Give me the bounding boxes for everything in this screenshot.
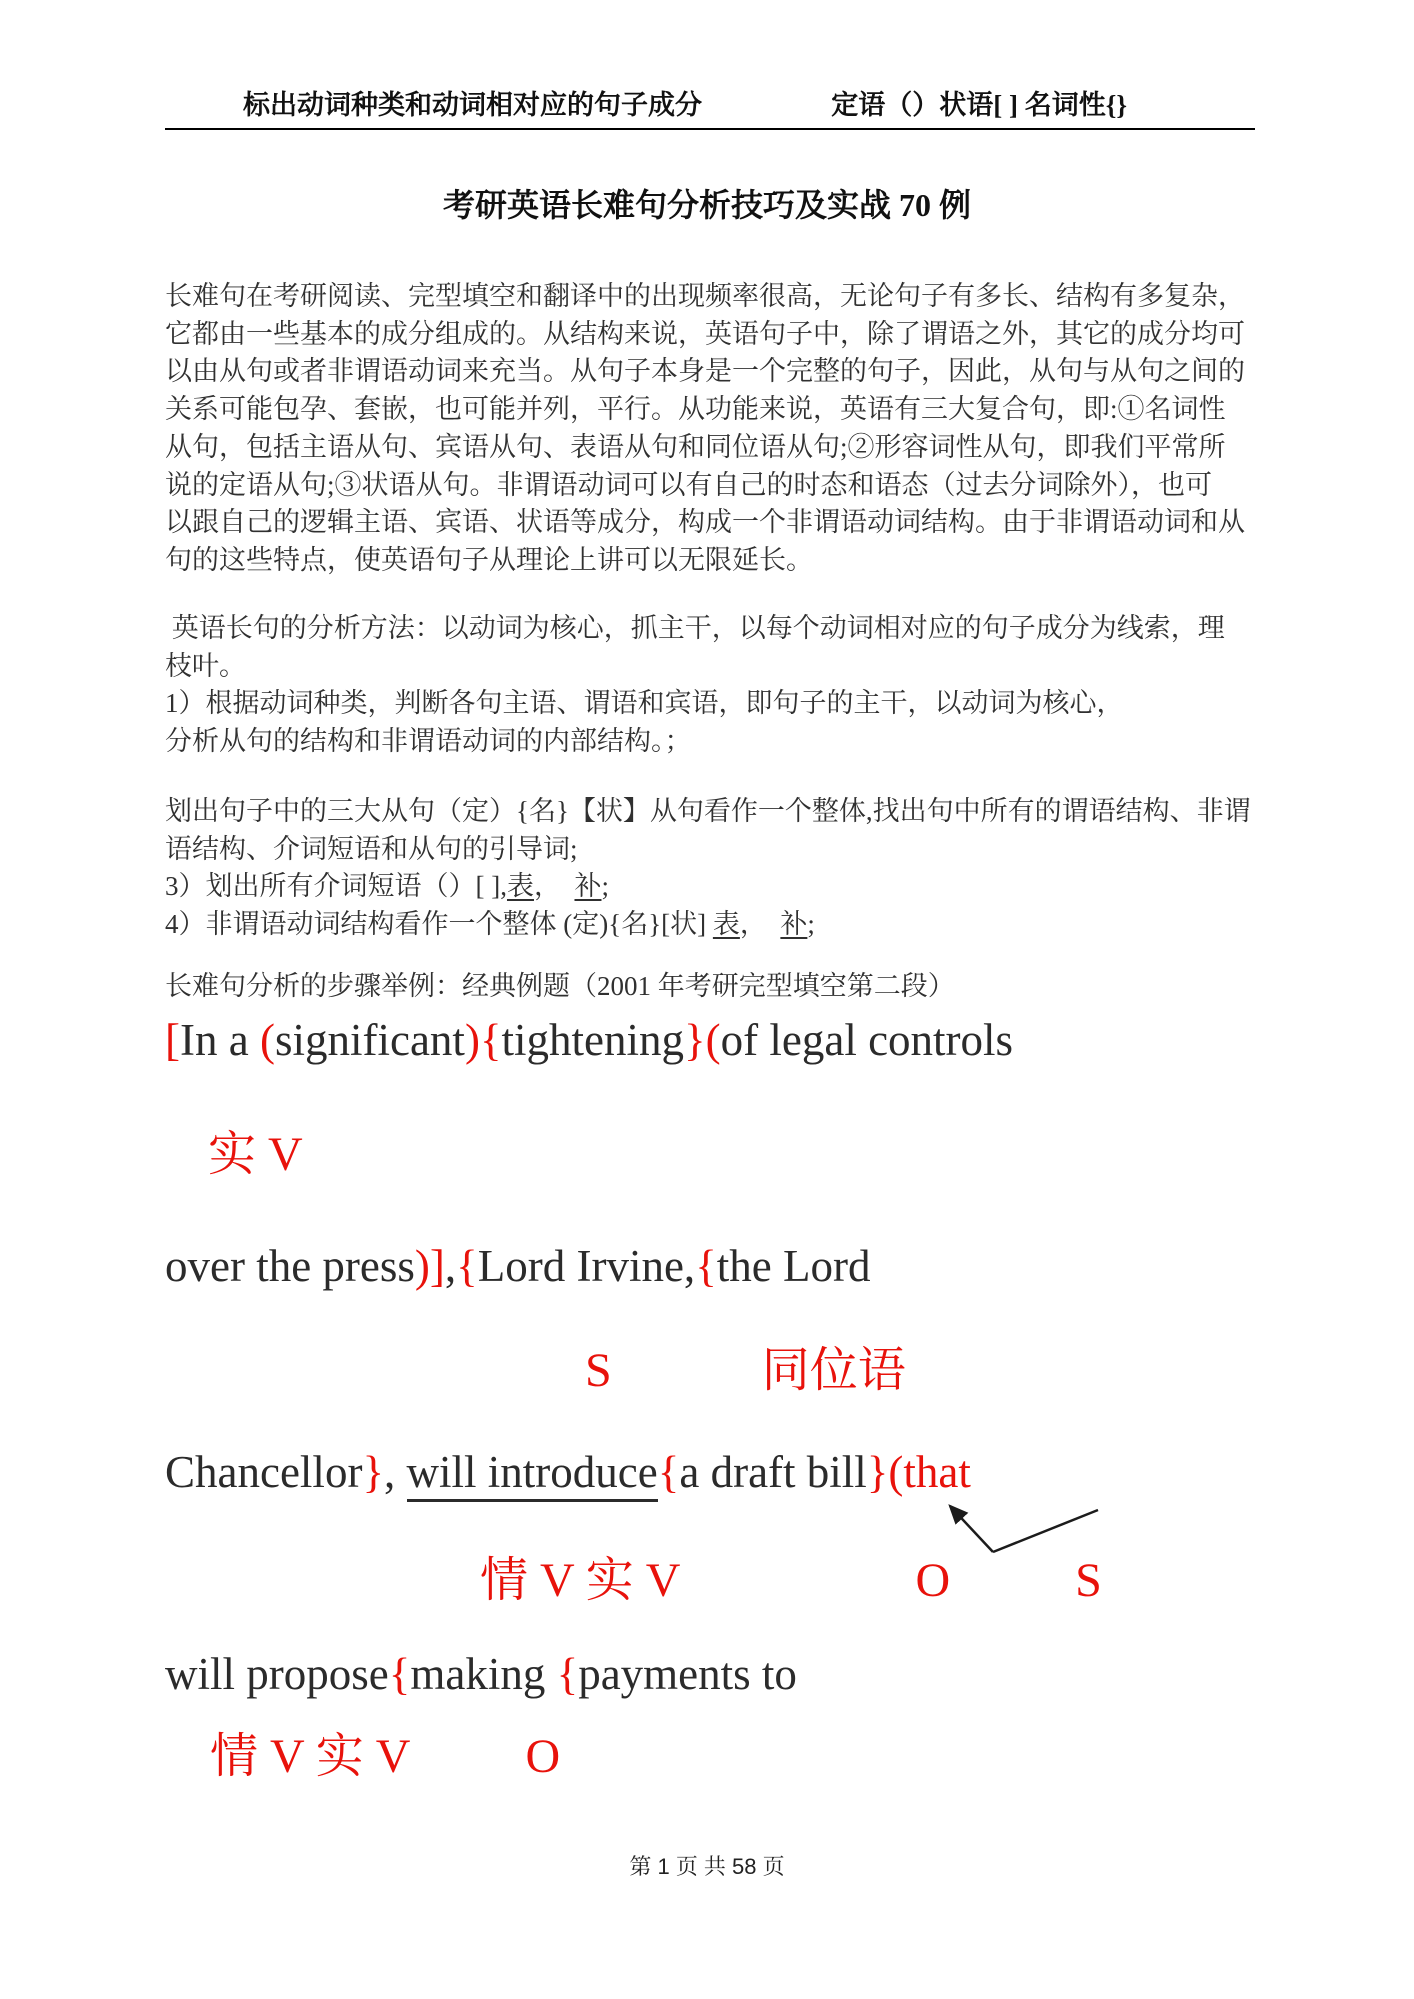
text-line [165,278,1259,316]
text-line [165,868,1259,906]
text-segment: S [585,1344,612,1397]
text-line [165,542,1259,580]
text-segment: a draft bill [679,1447,867,1497]
text-segment: ( [705,1015,721,1065]
text-segment: 关系可能包孕、套嵌，也可能并列，平行。从功能来说，英语有三大复合句，即:①名词性 [165,394,1226,425]
text-segment: 语结构、介词短语和从句的引导词; [165,833,578,864]
text-segment: 枝叶。 [165,650,246,681]
example-sentence-line-2 [165,1238,871,1294]
header-left-text: 标出动词种类和动词相对应的句子成分 [243,90,702,120]
header-rule [165,128,1255,130]
text-segment: 划出句子中的三大从句（定）{名}【状】从句看作一个整体,找出句中所有的谓语结构、非谓 [165,796,1251,826]
text-segment: 它都由一些基本的成分组成的。从结构来说，英语句子中，除了谓语之外，其它的成分均可 [165,318,1245,349]
text-segment: 以由从句或者非谓语动词来充当。从句子本身是一个完整的句子，因此，从句与从句之间的 [165,356,1245,387]
example-caption: 长难句分析的步骤举例：经典例题（2001 年考研完型填空第二段） [165,971,955,1001]
text-segment: over the press [165,1241,415,1291]
text-line [165,353,1259,391]
text-segment: (that [888,1447,971,1497]
text-segment: { [657,1447,680,1497]
text-segment: { [556,1649,579,1699]
text-segment: making [410,1649,557,1699]
text-segment: O [525,1730,561,1783]
text-segment: 情 V 实 V [210,1730,411,1783]
header-right-text: 定语（）状语[ ] 名词性{} [831,90,1127,120]
text-segment: the Lord [716,1241,871,1291]
text-segment: will introduce [407,1447,658,1502]
text-segment: ( [259,1015,275,1065]
text-segment: Lord Irvine, [477,1241,696,1291]
text-segment: } [866,1447,889,1497]
method-paragraph [165,610,1259,761]
intro-paragraph [165,278,1259,580]
text-segment: 分析从句的结构和非谓语动词的内部结构。； [165,726,692,757]
text-segment: S [1075,1554,1102,1607]
text-segment: 英语长句的分析方法：以动词为核心，抓主干，以每个动词相对应的句子成分为线索，理 [165,613,1225,643]
example-sentence-line-1 [165,1012,1013,1068]
annotation-line-4 [210,1728,560,1786]
text-segment: 从句，包括主语从句、宾语从句、表语从句和同位语从句;②形容词性从句，即我们平常所 [165,431,1226,462]
text-segment: { [456,1241,478,1291]
text-segment: tightening [501,1015,685,1065]
text-segment: payments to [578,1649,797,1699]
example-sentence-line-3 [165,1444,971,1500]
text-segment: )] [414,1241,445,1291]
text-segment: { [388,1649,411,1699]
text-line [165,391,1259,429]
text-segment: Chancellor [165,1447,363,1497]
text-line [165,648,1259,686]
text-segment: 句的这些特点，使英语句子从理论上讲可以无限延长。 [165,544,813,575]
text-segment: In a [180,1015,260,1065]
example-sentence-line-4 [165,1646,797,1702]
text-segment: 3）划出所有介词短语（）[ ], [165,871,507,902]
text-line [165,610,1259,648]
text-segment: 说的定语从句;③状语从句。非谓语动词可以有自己的时态和语态（过去分词除外），也可 [165,469,1212,500]
text-segment: 以跟自己的逻辑主语、宾语、状语等成分，构成一个非谓语动词结构。由于非谓语动词和从 [165,507,1245,538]
text-segment: } [362,1447,385,1497]
text-line [165,793,1259,831]
footer-page-number: 第 1 页 共 58 页 [629,1854,785,1879]
text-segment: , [384,1447,407,1497]
text-segment: } [684,1015,706,1065]
steps-paragraph [165,793,1259,944]
annotation-line-1 [208,1126,303,1184]
text-segment: , [444,1241,457,1291]
text-segment: [ [165,1015,180,1065]
text-line [165,429,1259,467]
text-segment: 表 [712,909,740,940]
text-line [165,504,1259,542]
text-segment: ) [464,1015,480,1065]
page-title: 考研英语长难句分析技巧及实战 70 例 [442,187,971,223]
text-segment: { [479,1015,502,1065]
text-segment: 同位语 [761,1344,906,1397]
text-segment: of legal controls [720,1015,1014,1065]
text-segment: 长难句在考研阅读、完型填空和翻译中的出现频率很高，无论句子有多长、结构有多复杂， [165,281,1245,311]
text-line [165,831,1259,869]
page-header [165,88,1255,122]
text-line [165,467,1259,505]
text-segment: ; [807,909,815,940]
text-line [165,723,1259,761]
text-segment: 表 [506,871,534,902]
text-segment: 4）非谓语动词结构看作一个整体 (定){名}[状] [165,909,713,940]
text-segment: will propose [165,1649,389,1699]
text-segment: ; [601,871,609,902]
text-segment: 补 [574,871,602,902]
text-line [165,316,1259,354]
text-segment: significant [274,1015,465,1065]
text-segment: 实 V [208,1128,303,1181]
text-segment: 1）根据动词种类，判断各句主语、谓语和宾语，即句子的主干，以动词为核心， [165,688,1124,719]
text-segment: ， [533,871,575,902]
text-line [165,906,1259,944]
text-segment: O [915,1554,951,1607]
text-segment: ， [739,909,781,940]
annotation-line-2 [585,1342,906,1400]
annotation-line-3 [480,1552,1102,1610]
text-segment: 补 [780,909,808,940]
text-segment: { [695,1241,717,1291]
text-line [165,685,1259,723]
text-segment: 情 V 实 V [480,1554,681,1607]
